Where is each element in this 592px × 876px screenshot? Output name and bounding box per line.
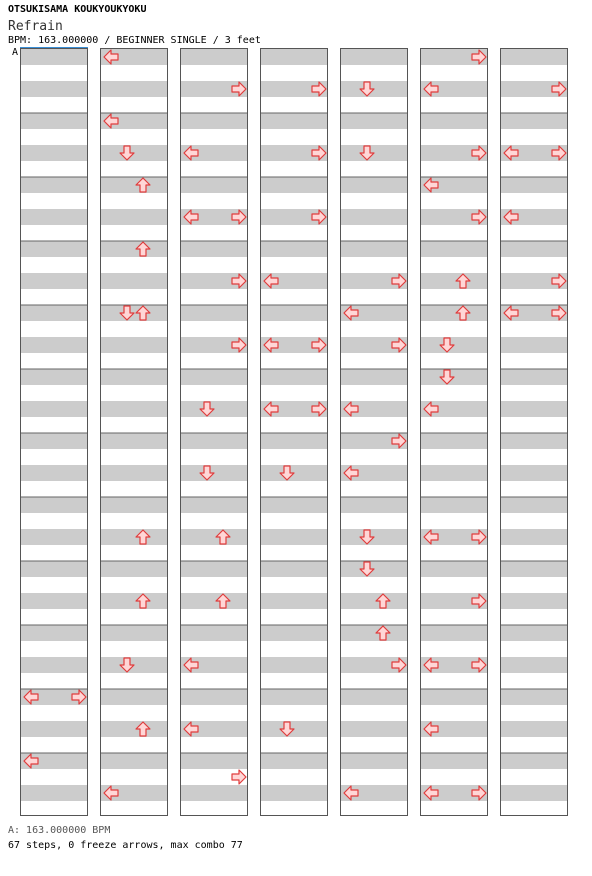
- step-summary: 67 steps, 0 freeze arrows, max combo 77: [8, 840, 243, 851]
- chart-column: [500, 48, 568, 816]
- beat-stripe: [21, 209, 88, 225]
- beat-stripe: [421, 753, 488, 769]
- beat-stripe: [421, 305, 488, 321]
- beat-stripe: [101, 369, 168, 385]
- beat-stripe: [181, 369, 248, 385]
- chart-column: [100, 48, 168, 816]
- beat-stripe: [341, 593, 408, 609]
- beat-stripe: [21, 369, 88, 385]
- beat-stripe: [501, 49, 568, 65]
- beat-stripe: [101, 241, 168, 257]
- beat-stripe: [181, 593, 248, 609]
- beat-stripe: [101, 529, 168, 545]
- beat-stripe: [421, 561, 488, 577]
- beat-stripe: [101, 753, 168, 769]
- beat-stripe: [421, 497, 488, 513]
- beat-stripe: [341, 689, 408, 705]
- beat-stripe: [261, 689, 328, 705]
- beat-stripe: [341, 49, 408, 65]
- beat-stripe: [101, 689, 168, 705]
- song-title: Refrain: [8, 19, 63, 34]
- beat-stripe: [181, 113, 248, 129]
- beat-stripe: [21, 561, 88, 577]
- beat-stripe: [101, 81, 168, 97]
- beat-stripe: [261, 657, 328, 673]
- beat-stripe: [101, 625, 168, 641]
- beat-stripe: [261, 753, 328, 769]
- beat-stripe: [341, 241, 408, 257]
- chart-column: [420, 48, 488, 816]
- beat-stripe: [501, 369, 568, 385]
- beat-stripe: [181, 689, 248, 705]
- beat-stripe: [181, 241, 248, 257]
- beat-stripe: [341, 209, 408, 225]
- beat-stripe: [421, 113, 488, 129]
- beat-stripe: [21, 305, 88, 321]
- chart-column-svg: [341, 49, 408, 816]
- bpm-marker-line: [20, 47, 88, 48]
- beat-stripe: [261, 177, 328, 193]
- beat-stripe: [181, 561, 248, 577]
- beat-stripe: [261, 593, 328, 609]
- chart-column-svg: [181, 49, 248, 816]
- beat-stripe: [341, 753, 408, 769]
- beat-stripe: [21, 721, 88, 737]
- beat-stripe: [101, 593, 168, 609]
- beat-stripe: [101, 561, 168, 577]
- bpm-marker: A: [12, 47, 19, 58]
- beat-stripe: [101, 209, 168, 225]
- beat-stripe: [421, 273, 488, 289]
- beat-stripe: [21, 497, 88, 513]
- chart-info: BPM: 163.000000 / BEGINNER SINGLE / 3 feet: [8, 35, 261, 46]
- beat-stripe: [21, 785, 88, 801]
- bpm-legend: A: 163.000000 BPM: [8, 825, 111, 836]
- beat-stripe: [21, 113, 88, 129]
- beat-stripe: [501, 241, 568, 257]
- beat-stripe: [261, 49, 328, 65]
- beat-stripe: [101, 273, 168, 289]
- beat-stripe: [21, 529, 88, 545]
- beat-stripe: [261, 497, 328, 513]
- chart-column: [180, 48, 248, 816]
- beat-stripe: [261, 113, 328, 129]
- chart-column: [340, 48, 408, 816]
- beat-stripe: [181, 785, 248, 801]
- beat-stripe: [501, 177, 568, 193]
- beat-stripe: [261, 785, 328, 801]
- beat-stripe: [181, 433, 248, 449]
- beat-stripe: [501, 753, 568, 769]
- beat-stripe: [261, 305, 328, 321]
- beat-stripe: [341, 497, 408, 513]
- beat-stripe: [21, 177, 88, 193]
- beat-stripe: [21, 145, 88, 161]
- beat-stripe: [261, 529, 328, 545]
- beat-stripe: [501, 113, 568, 129]
- beat-stripe: [101, 433, 168, 449]
- beat-stripe: [21, 241, 88, 257]
- chart-column-svg: [21, 49, 88, 816]
- right-arrow-icon: [232, 770, 246, 784]
- beat-stripe: [341, 113, 408, 129]
- beat-stripe: [501, 561, 568, 577]
- beat-stripe: [21, 657, 88, 673]
- beat-stripe: [101, 401, 168, 417]
- beat-stripe: [181, 177, 248, 193]
- beat-stripe: [101, 721, 168, 737]
- beat-stripe: [421, 625, 488, 641]
- beat-stripe: [181, 625, 248, 641]
- beat-stripe: [21, 81, 88, 97]
- chart-column-svg: [101, 49, 168, 816]
- beat-stripe: [341, 177, 408, 193]
- artist-name: OTSUKISAMA KOUKYOUKYOKU: [8, 4, 147, 15]
- chart-column: [20, 48, 88, 816]
- chart-column-svg: [261, 49, 328, 816]
- chart-column-svg: [501, 49, 568, 816]
- beat-stripe: [341, 625, 408, 641]
- beat-stripe: [501, 593, 568, 609]
- beat-stripe: [21, 401, 88, 417]
- beat-stripe: [261, 625, 328, 641]
- beat-stripe: [501, 625, 568, 641]
- beat-stripe: [21, 49, 88, 65]
- beat-stripe: [501, 465, 568, 481]
- beat-stripe: [501, 657, 568, 673]
- beat-stripe: [501, 401, 568, 417]
- beat-stripe: [21, 337, 88, 353]
- chart-column-svg: [421, 49, 488, 816]
- beat-stripe: [341, 369, 408, 385]
- chart-column: [260, 48, 328, 816]
- beat-stripe: [261, 241, 328, 257]
- beat-stripe: [21, 273, 88, 289]
- beat-stripe: [501, 433, 568, 449]
- beat-stripe: [501, 721, 568, 737]
- beat-stripe: [101, 337, 168, 353]
- beat-stripe: [501, 337, 568, 353]
- beat-stripe: [501, 785, 568, 801]
- beat-stripe: [501, 497, 568, 513]
- beat-stripe: [421, 241, 488, 257]
- beat-stripe: [501, 529, 568, 545]
- beat-stripe: [341, 721, 408, 737]
- beat-stripe: [101, 465, 168, 481]
- beat-stripe: [421, 689, 488, 705]
- beat-stripe: [181, 497, 248, 513]
- beat-stripe: [261, 433, 328, 449]
- beat-stripe: [181, 753, 248, 769]
- beat-stripe: [21, 433, 88, 449]
- beat-stripe: [181, 529, 248, 545]
- beat-stripe: [101, 497, 168, 513]
- beat-stripe: [101, 177, 168, 193]
- beat-stripe: [261, 561, 328, 577]
- beat-stripe: [181, 49, 248, 65]
- beat-stripe: [21, 593, 88, 609]
- beat-stripe: [421, 465, 488, 481]
- beat-stripe: [421, 433, 488, 449]
- beat-stripe: [261, 369, 328, 385]
- beat-stripe: [501, 689, 568, 705]
- beat-stripe: [21, 625, 88, 641]
- beat-stripe: [181, 305, 248, 321]
- beat-stripe: [21, 465, 88, 481]
